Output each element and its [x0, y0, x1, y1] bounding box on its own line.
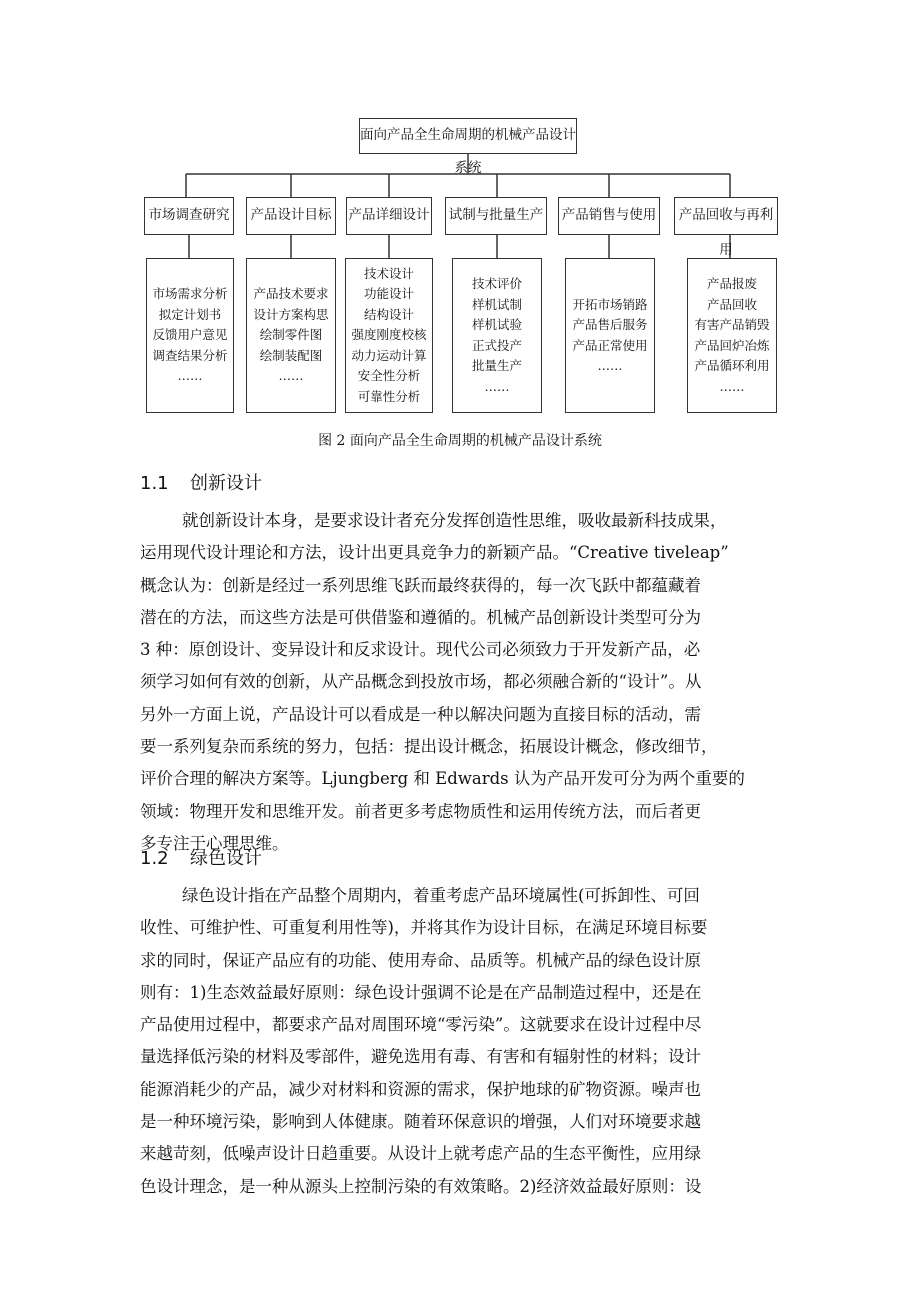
section-title: 绿色设计: [190, 848, 262, 869]
text-line: 产品使用过程中，都要求产品对周围环境“零污染”。这就要求在设计过程中尽: [140, 1015, 702, 1035]
detail-item: 技术评价: [471, 276, 522, 291]
category-sales-use: 产品销售与使用: [558, 197, 660, 235]
paragraph-innovation: [140, 505, 786, 860]
text-line: 潜在的方法，而这些方法是可供借鉴和遵循的。机械产品创新设计类型可分为: [140, 607, 701, 627]
section-heading-innovation: [140, 469, 262, 495]
detail-item: 产品正常使用: [572, 337, 648, 353]
detail-item: 拟定计划书: [158, 306, 222, 322]
detail-item: 产品报废: [706, 276, 757, 291]
detail-item: 有害产品销毁: [694, 317, 770, 332]
diagram-root-box: 面向产品全生命周期的机械产品设计系统: [359, 118, 577, 154]
category-design-goal: 产品设计目标: [246, 197, 336, 235]
category-detail-design: 产品详细设计: [346, 197, 432, 235]
lifecycle-diagram: [0, 0, 920, 420]
detail-item: 动力运动计算: [351, 347, 427, 363]
section-number: 1.2: [140, 848, 169, 869]
detail-item: 结构设计: [363, 306, 414, 322]
text-line: 量选择低污染的材料及零部件，避免选用有毒、有害和有辐射性的材料；设计: [140, 1047, 701, 1067]
detail-item: 技术设计: [363, 265, 414, 281]
text-line: 则有：1)生态效益最好原则：绿色设计强调不论是在产品制造过程中，还是在: [140, 982, 702, 1002]
text-line: 色设计理念，是一种从源头上控制污染的有效策略。2)经济效益最好原则：设: [140, 1176, 702, 1196]
category-market-research: 市场调查研究: [144, 197, 234, 235]
text-line: 来越苛刻，低噪声设计日趋重要。从设计上就考虑产品的生态平衡性，应用绿: [140, 1144, 701, 1164]
text-line: 运用现代设计理论和方法，设计出更具竞争力的新颖产品。“Creative tiveleap”: [140, 543, 729, 563]
detail-item: 反馈用户意见: [152, 327, 228, 343]
text-line: 收性、可维护性、可重复利用性等)，并将其作为设计目标，在满足环境目标要: [140, 918, 708, 938]
section-heading-green: [140, 844, 262, 870]
detail-item: 正式投产: [471, 337, 522, 353]
detail-item: 设计方案构思: [253, 306, 329, 322]
text-line: 是一种环境污染，影响到人体健康。随着环保意识的增强，人们对环境要求越: [140, 1112, 701, 1132]
detail-item: 市场需求分析: [152, 286, 228, 302]
detail-item: 产品回收: [706, 296, 757, 312]
text-line: 要一系列复杂而系统的努力，包括：提出设计概念，拓展设计概念，修改细节，: [140, 737, 718, 757]
detail-item: ……: [278, 368, 304, 384]
detail-item: 可靠性分析: [357, 388, 421, 404]
detail-item: 安全性分析: [357, 368, 421, 384]
detail-item: 调查结果分析: [152, 347, 228, 363]
detail-item: 强度刚度校核: [351, 327, 427, 343]
detail-item: ……: [484, 378, 510, 394]
detail-item: 样机试制: [471, 296, 522, 312]
section-number: 1.1: [140, 473, 169, 494]
text-line: 能源消耗少的产品，减少对材料和资源的需求，保护地球的矿物资源。噪声也: [140, 1079, 701, 1099]
detail-item: ……: [177, 368, 203, 384]
text-line: 评价合理的解决方案等。Ljungberg 和 Edwards 认为产品开发可分为两个重要的: [140, 769, 745, 789]
section-title: 创新设计: [190, 473, 262, 494]
detail-item: 产品技术要求: [253, 286, 329, 302]
detail-item: ……: [597, 358, 623, 373]
paragraph-green: [140, 880, 786, 1203]
detail-item: 绘制零件图: [259, 327, 323, 343]
text-line: 领域：物理开发和思维开发。前者更多考虑物质性和运用传统方法，而后者更: [140, 801, 701, 821]
detail-box-recycling: [687, 258, 777, 413]
detail-item: 功能设计: [363, 286, 414, 302]
detail-box-sales-use: [565, 258, 655, 413]
detail-item: 绘制装配图: [259, 347, 323, 363]
detail-box-market-research: [146, 258, 234, 413]
text-line: 绿色设计指在产品整个周期内，着重考虑产品环境属性(可拆卸性、可回: [182, 886, 700, 905]
detail-item: 产品循环利用: [694, 358, 770, 373]
detail-item: ……: [719, 378, 745, 394]
text-line: 须学习如何有效的创新，从产品概念到投放市场，都必须融合新的“设计”。从: [140, 672, 702, 692]
text-line: 多专注于心理思维。: [140, 833, 289, 853]
detail-box-trial-production: [452, 258, 542, 413]
detail-box-design-goal: [246, 258, 336, 413]
detail-item: 批量生产: [471, 358, 522, 373]
text-line: 概念认为：创新是经过一系列思维飞跃而最终获得的，每一次飞跃中都蕴藏着: [140, 575, 701, 595]
detail-box-detail-design: [345, 258, 433, 413]
text-line: 另外一方面上说，产品设计可以看成是一种以解决问题为直接目标的活动，需: [140, 704, 701, 724]
detail-item: 样机试验: [471, 317, 522, 332]
detail-item: 开拓市场销路: [572, 296, 648, 312]
category-trial-production: 试制与批量生产: [445, 197, 547, 235]
text-line: 求的同时，保证产品应有的功能、使用寿命、品质等。机械产品的绿色设计原: [140, 950, 701, 970]
category-recycling: 产品回收与再利用: [674, 197, 778, 235]
detail-item: 产品售后服务: [572, 317, 648, 332]
figure-caption: 图 2 面向产品全生命周期的机械产品设计系统: [318, 433, 602, 449]
detail-item: 产品回炉冶炼: [694, 337, 770, 353]
text-line: 3 种：原创设计、变异设计和反求设计。现代公司必须致力于开发新产品，必: [140, 640, 701, 660]
text-line: 就创新设计本身，是要求设计者充分发挥创造性思维，吸收最新科技成果，: [182, 511, 727, 530]
